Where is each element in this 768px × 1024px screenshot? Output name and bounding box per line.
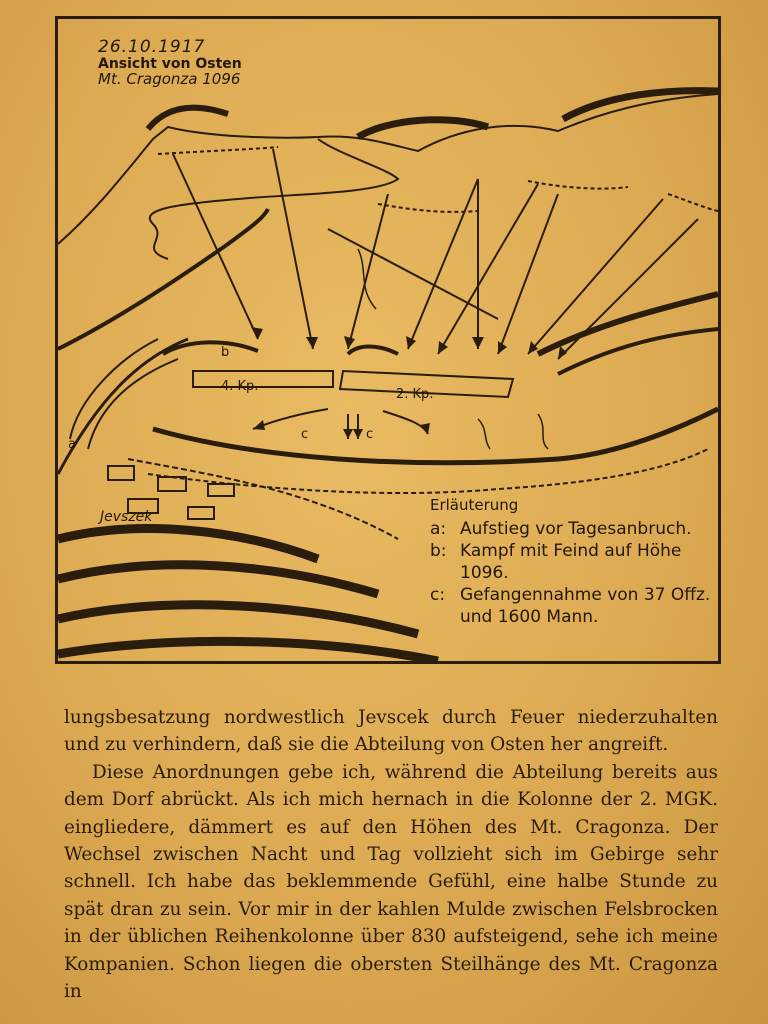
figure-date: 26.10.1917: [98, 37, 206, 57]
legend-text: Aufstieg vor Tagesanbruch.: [460, 519, 692, 539]
legend-item-b: [430, 540, 720, 584]
body-text: [64, 704, 718, 1005]
legend-title: Erläuterung: [430, 496, 519, 514]
label-mark-b: b: [221, 345, 230, 360]
legend-key: c:: [430, 585, 446, 605]
label-village: Jevszek: [100, 509, 153, 525]
figure-peak: Mt. Cragonza 1096: [98, 69, 241, 88]
legend-text: Gefangennahme von 37 Offz. und 1600 Mann.: [460, 585, 711, 627]
label-mark-c-right: c: [366, 427, 374, 442]
figure-legend: [430, 496, 720, 628]
paragraph: Diese Anordnungen gebe ich, während die Abteilung bereits aus dem Dorf abrückt. Als ich mich hernach in die Kolonne der 2. MGK. eingliedere, dämmert es auf den Höhen des Mt. Cragonza. Der Wechsel zwischen Nacht und Tag vollzieht sich im Gebirge sehr schnell. Ich habe das beklemmende Gefühl, eine halbe Stunde zu spät dran zu sein. Vor mir in der kahlen Mulde zwischen Felsbrocken in der üblichen Reihenkolonne über 830 aufsteigend, sehe ich meine Kompanien. Schon liegen die obersten Steilhänge des Mt. Cragonza in: [64, 761, 718, 1003]
label-2nd-company: 2. Kp.: [396, 387, 434, 402]
legend-item-c: [430, 584, 720, 628]
label-mark-a: a: [68, 437, 76, 452]
label-mark-c-left: c: [301, 427, 309, 442]
battle-sketch-figure: [55, 16, 721, 664]
figure-view: Ansicht von Osten: [98, 55, 242, 72]
legend-key: b:: [430, 541, 447, 561]
legend-key: a:: [430, 519, 447, 539]
paragraph: lungsbesatzung nordwestlich Jevscek durch Feuer niederzuhalten und zu verhindern, daß sie die Abteilung von Osten her angreift.: [64, 707, 718, 756]
legend-text: Kampf mit Feind auf Höhe 1096.: [460, 541, 682, 583]
figure-caption: [98, 39, 242, 87]
label-4th-company: 4. Kp.: [221, 379, 259, 394]
legend-item-a: [430, 518, 720, 540]
